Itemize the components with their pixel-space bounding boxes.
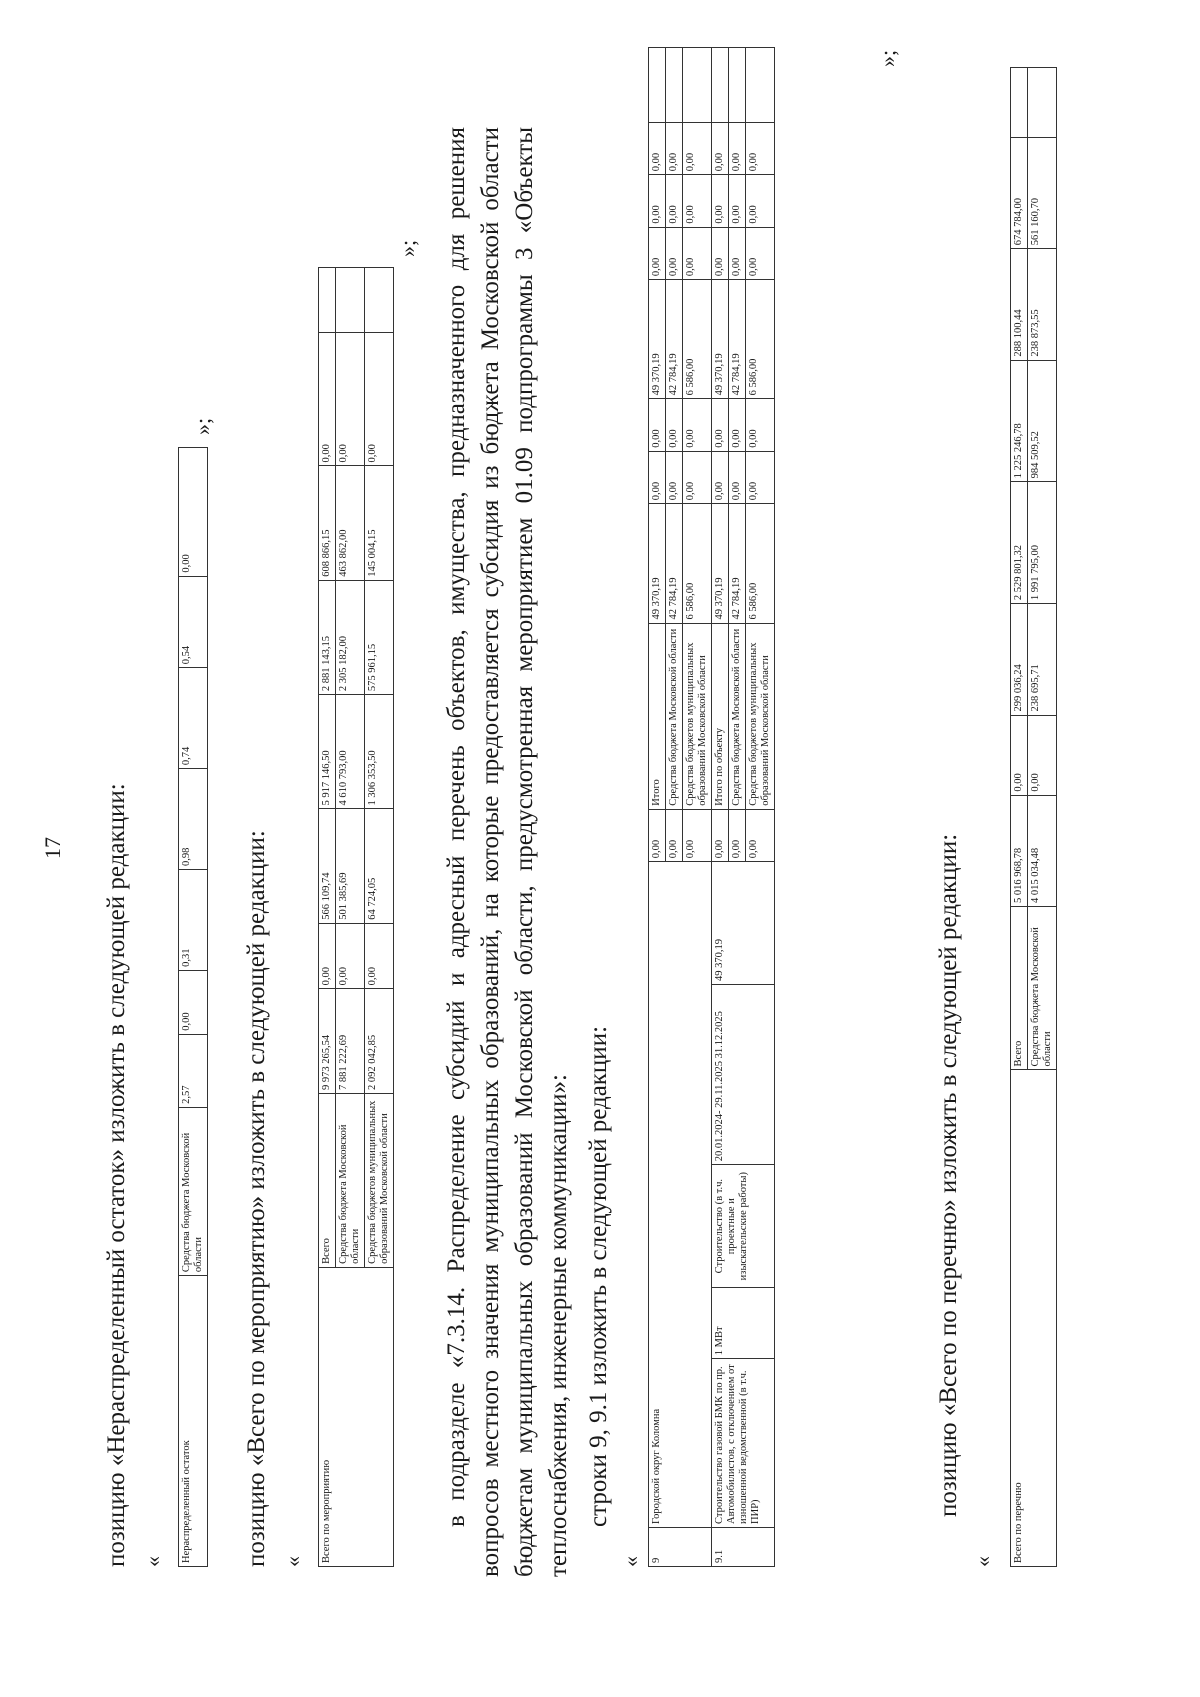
cell: 0,00 <box>712 451 729 503</box>
cell: 4 610 793,00 <box>336 695 365 809</box>
open-quote-2: « <box>280 1556 305 1567</box>
cell: 608 866,15 <box>319 466 336 580</box>
cell: Всего <box>319 1094 336 1268</box>
row-number: 9 <box>649 1527 712 1566</box>
section4-intro: позицию «Всего по перечню» изложить в следующей редакции: <box>935 833 962 1517</box>
cell: 0,00 <box>179 970 208 1034</box>
cell: 0,00 <box>666 122 683 174</box>
cell: 42 784,19 <box>666 504 683 623</box>
cell: 2 529 801,32 <box>1011 482 1028 604</box>
cell: 2,57 <box>179 1034 208 1107</box>
table-rows-9 <box>648 47 775 1567</box>
table-list-total <box>1010 67 1057 1567</box>
cell: 0,00 <box>649 122 666 174</box>
cell: 0,00 <box>746 122 775 174</box>
power: 1 МВт <box>712 1288 775 1359</box>
cell: Средства бюджета Московской области <box>666 623 683 809</box>
cell: Итого по объекту <box>712 623 729 809</box>
table-event-total <box>318 267 394 1567</box>
cell: 0,00 <box>729 175 746 227</box>
cell: 0,00 <box>319 923 336 989</box>
cell: 0,00 <box>712 399 729 451</box>
cell: 49 370,19 <box>712 280 729 399</box>
table-row <box>179 448 208 1567</box>
table-row <box>649 48 666 1567</box>
cell: 0,00 <box>683 122 712 174</box>
cell: Средства бюджетов муниципальных образований Московской области <box>746 623 775 809</box>
cell: 501 385,69 <box>336 809 365 923</box>
cell: 4 015 034,48 <box>1028 795 1057 906</box>
cell: 0,00 <box>1028 715 1057 795</box>
object-cost: 49 370,19 <box>712 862 775 985</box>
cell: 0,54 <box>179 576 208 668</box>
cell: 6 586,00 <box>683 280 712 399</box>
close-quote-3: »; <box>875 49 900 67</box>
cell-empty <box>649 48 666 123</box>
cell: 42 784,19 <box>729 280 746 399</box>
cell: 49 370,19 <box>712 504 729 623</box>
section1-intro: позицию «Нераспределенный остаток» изложить в следующей редакции: <box>103 783 130 1567</box>
cell: 0,00 <box>746 175 775 227</box>
cell: 0,00 <box>729 399 746 451</box>
cell: Средства бюджетов муниципальных образований Московской области <box>683 623 712 809</box>
cell: 0,74 <box>179 668 208 769</box>
cell: 0,00 <box>649 399 666 451</box>
cell: 2 092 042,85 <box>365 989 394 1094</box>
cell: 0,00 <box>729 227 746 279</box>
cell: 1 991 795,00 <box>1028 482 1057 604</box>
cell: 463 862,00 <box>336 466 365 580</box>
cell: 1 306 353,50 <box>365 695 394 809</box>
cell: 0,00 <box>365 923 394 989</box>
cell: 42 784,19 <box>729 504 746 623</box>
section2-intro: позицию «Всего по мероприятию» изложить в следующей редакции: <box>243 830 270 1567</box>
work-type: Строительство (в т.ч. проектные и изыскательские работы) <box>712 1165 775 1288</box>
cell: 0,00 <box>649 451 666 503</box>
cell: 1 225 246,78 <box>1011 360 1028 482</box>
cell-empty <box>666 48 683 123</box>
object-name: Строительство газовой БМК по пр. Автомобилистов, с отключением от изношенной ведомственной (в т.ч. ПИР) <box>712 1359 775 1528</box>
cell-empty <box>729 48 746 123</box>
cell-empty <box>746 48 775 123</box>
close-quote-2: »; <box>395 239 420 257</box>
cell: 0,00 <box>746 451 775 503</box>
cell: 288 100,44 <box>1011 249 1028 360</box>
cell: 0,00 <box>649 227 666 279</box>
cell: 0,00 <box>683 175 712 227</box>
close-quote-1: »; <box>190 417 215 435</box>
cell: 0,00 <box>712 175 729 227</box>
cell-empty <box>683 48 712 123</box>
cell: 238 695,71 <box>1028 604 1057 715</box>
cell: 0,31 <box>179 869 208 970</box>
cell: 0,00 <box>649 175 666 227</box>
cell: 0,00 <box>729 809 746 861</box>
cell: 0,00 <box>336 333 365 466</box>
cell: 5 016 968,78 <box>1011 795 1028 906</box>
cell: 42 784,19 <box>666 280 683 399</box>
cell: 7 881 222,69 <box>336 989 365 1094</box>
cell: 9 973 265,54 <box>319 989 336 1094</box>
cell: 575 961,15 <box>365 580 394 694</box>
cell: Средства бюджета Московской области <box>179 1107 208 1275</box>
dates <box>712 985 775 1165</box>
cell: Всего <box>1011 907 1028 1070</box>
cell: 0,00 <box>1011 715 1028 795</box>
cell: 49 370,19 <box>649 504 666 623</box>
cell: 0,00 <box>729 122 746 174</box>
section3-sub: строки 9, 9.1 изложить в следующей редакции: <box>585 1025 612 1527</box>
cell: 0,00 <box>712 122 729 174</box>
cell: 0,00 <box>712 227 729 279</box>
cell: 0,00 <box>712 809 729 861</box>
cell: 0,00 <box>365 333 394 466</box>
cell: 0,00 <box>683 451 712 503</box>
section3-paragraph: в подразделе «7.3.14. Распределение субсидий и адресный перечень объектов, имущества, предназначенного для решения вопросов местного значения муниципальных образований, на которые предоставляется субсидия из бюджета Московской области бюджетам муниципальных образований Московской области, предусмотренная мероприятием 01.09 подпрограммы 3 «Объекты теплоснабжения, инженерные коммуникации»: <box>443 127 572 1577</box>
table-row <box>319 268 336 1567</box>
cell: 145 004,15 <box>365 466 394 580</box>
cell: 674 784,00 <box>1011 137 1028 248</box>
cell: 561 160,70 <box>1028 137 1057 248</box>
cell: Средства бюджета Московской области <box>1028 907 1057 1070</box>
commission-date: 31.12.2025 <box>714 1011 725 1059</box>
table-row <box>712 48 729 1567</box>
cell: 6 586,00 <box>683 504 712 623</box>
cell: 0,00 <box>666 227 683 279</box>
cell-empty <box>319 268 336 333</box>
cell: 6 586,00 <box>746 280 775 399</box>
cell: 0,00 <box>683 399 712 451</box>
cell: 5 917 146,50 <box>319 695 336 809</box>
cell: 2 305 182,00 <box>336 580 365 694</box>
cell: 64 724,05 <box>365 809 394 923</box>
row-label: Всего по перечню <box>1011 1070 1057 1567</box>
cell: 2 881 143,15 <box>319 580 336 694</box>
cell: 0,00 <box>666 451 683 503</box>
cell: 0,00 <box>649 809 666 861</box>
date-range: 20.01.2024- 29.11.2025 <box>714 1061 725 1162</box>
cell: 0,00 <box>666 399 683 451</box>
table-unallocated <box>178 447 208 1567</box>
cell: 0,00 <box>319 333 336 466</box>
cell: 0,00 <box>179 448 208 577</box>
cell: 0,00 <box>746 227 775 279</box>
cell: Средства бюджетов муниципальных образований Московской области <box>365 1094 394 1268</box>
cell-empty <box>712 48 729 123</box>
cell: 0,98 <box>179 769 208 870</box>
cell: 49 370,19 <box>649 280 666 399</box>
cell: 0,00 <box>666 809 683 861</box>
cell-empty <box>336 268 365 333</box>
cell: 0,00 <box>683 809 712 861</box>
cell-empty <box>1011 68 1028 138</box>
cell-empty <box>365 268 394 333</box>
row-label: Всего по мероприятию <box>319 1267 394 1566</box>
cell: 984 509,52 <box>1028 360 1057 482</box>
cell: Средства бюджета Московской области <box>729 623 746 809</box>
cell: 0,00 <box>666 175 683 227</box>
cell: 0,00 <box>683 227 712 279</box>
cell: 0,00 <box>336 923 365 989</box>
cell: Итого <box>649 623 666 809</box>
open-quote-3: « <box>618 1556 643 1567</box>
municipality-name: Городской округ Коломна <box>649 862 712 1528</box>
table-row <box>1011 68 1028 1567</box>
cell-empty <box>1028 68 1057 138</box>
row-number: 9.1 <box>712 1527 775 1566</box>
cell: Средства бюджета Московской области <box>336 1094 365 1268</box>
cell: 0,00 <box>746 809 775 861</box>
cell: 6 586,00 <box>746 504 775 623</box>
cell: Нераспределенный остаток <box>179 1276 208 1567</box>
cell: 299 036,24 <box>1011 604 1028 715</box>
open-quote-1: « <box>140 1556 165 1567</box>
open-quote-4: « <box>970 1556 995 1567</box>
page-number: 17 <box>40 837 65 859</box>
cell: 238 873,55 <box>1028 249 1057 360</box>
cell: 0,00 <box>746 399 775 451</box>
cell: 0,00 <box>729 451 746 503</box>
cell: 566 109,74 <box>319 809 336 923</box>
